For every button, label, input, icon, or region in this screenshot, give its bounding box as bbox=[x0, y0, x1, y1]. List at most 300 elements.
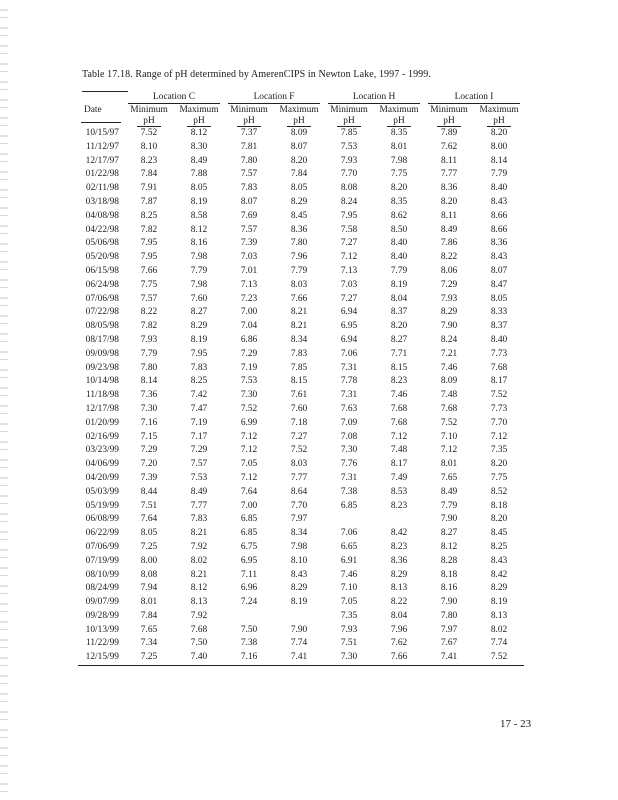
min-max-header-row bbox=[78, 104, 524, 116]
min-ph-cell: 7.83 bbox=[240, 183, 258, 194]
min-ph-cell: 7.81 bbox=[240, 141, 258, 152]
date-cell: 06/24/98 bbox=[85, 279, 119, 290]
date-cell: 10/13/99 bbox=[85, 624, 119, 635]
max-ph-cell: 7.47 bbox=[190, 403, 208, 414]
min-ph-cell: 7.76 bbox=[340, 459, 358, 470]
max-ph-cell: 7.29 bbox=[190, 445, 208, 456]
min-ph-cell: 7.65 bbox=[140, 624, 158, 635]
min-ph-cell: 7.20 bbox=[140, 459, 158, 470]
max-ph-cell: 8.45 bbox=[290, 210, 308, 221]
max-ph-cell: 7.62 bbox=[390, 638, 408, 649]
table-row bbox=[78, 362, 524, 376]
max-ph-cell: 7.17 bbox=[190, 431, 208, 442]
date-cell: 04/20/99 bbox=[85, 472, 119, 483]
max-ph-cell: 7.74 bbox=[290, 638, 308, 649]
date-cell: 12/17/97 bbox=[85, 155, 119, 166]
max-ph-cell: 8.19 bbox=[390, 279, 408, 290]
min-ph-cell: 7.89 bbox=[440, 128, 458, 138]
max-ph-cell: 8.19 bbox=[490, 597, 508, 608]
max-ph-cell: 8.52 bbox=[490, 486, 508, 497]
min-ph-cell: 7.03 bbox=[340, 279, 358, 290]
max-ph-cell: 8.12 bbox=[190, 583, 208, 594]
min-ph-cell: 8.08 bbox=[140, 569, 158, 580]
date-cell: 08/05/98 bbox=[85, 321, 119, 332]
min-ph-cell: 7.79 bbox=[440, 500, 458, 511]
min-ph-cell: 8.10 bbox=[140, 141, 158, 152]
min-header: Minimum bbox=[330, 105, 368, 115]
table-row bbox=[78, 651, 524, 665]
max-ph-cell: 8.03 bbox=[290, 459, 308, 470]
min-header: Minimum bbox=[430, 105, 468, 115]
min-ph-cell: 8.36 bbox=[440, 183, 458, 194]
max-ph-cell: 7.96 bbox=[290, 252, 308, 263]
max-ph-cell: 7.70 bbox=[490, 417, 508, 428]
table-row bbox=[78, 279, 524, 293]
max-ph-cell: 8.21 bbox=[290, 307, 308, 318]
min-ph-cell: 7.97 bbox=[440, 624, 458, 635]
table-row bbox=[78, 155, 524, 169]
min-ph-cell: 7.30 bbox=[340, 445, 358, 456]
min-ph-cell: 7.11 bbox=[240, 569, 258, 580]
max-ph-cell: 8.53 bbox=[390, 486, 408, 497]
min-ph-cell: 7.21 bbox=[440, 348, 458, 359]
max-ph-cell: 8.64 bbox=[290, 486, 308, 497]
max-ph-cell: 8.22 bbox=[390, 597, 408, 608]
table-row bbox=[78, 582, 524, 596]
min-ph-cell: 6.95 bbox=[340, 321, 358, 332]
min-ph-cell: 7.75 bbox=[140, 279, 158, 290]
date-cell: 09/23/98 bbox=[85, 362, 119, 373]
max-ph-cell: 7.79 bbox=[290, 265, 308, 276]
min-ph-cell: 7.41 bbox=[424, 651, 474, 665]
date-cell: 10/14/98 bbox=[85, 376, 119, 387]
min-ph-cell: 7.29 bbox=[440, 279, 458, 290]
date-cell: 05/06/98 bbox=[85, 238, 119, 249]
unit-header: pH bbox=[324, 116, 374, 127]
min-ph-cell: 7.00 bbox=[240, 500, 258, 511]
max-ph-cell: 7.98 bbox=[290, 541, 308, 552]
min-ph-cell: 6.85 bbox=[240, 514, 258, 525]
min-ph-cell: 7.37 bbox=[240, 128, 258, 138]
max-ph-cell: 8.12 bbox=[190, 224, 208, 235]
min-ph-cell: 8.25 bbox=[140, 210, 158, 221]
table-row bbox=[78, 541, 524, 555]
min-ph-cell: 7.46 bbox=[340, 569, 358, 580]
min-ph-cell: 8.05 bbox=[140, 528, 158, 539]
min-ph-cell: 7.29 bbox=[140, 445, 158, 456]
min-ph-cell: 6.85 bbox=[240, 528, 258, 539]
min-ph-cell: 8.22 bbox=[440, 252, 458, 263]
max-ph-cell: 8.37 bbox=[390, 307, 408, 318]
max-ph-cell: 8.43 bbox=[490, 196, 508, 207]
min-ph-cell: 7.29 bbox=[240, 348, 258, 359]
table-body bbox=[78, 127, 524, 666]
min-ph-cell: 7.39 bbox=[240, 238, 258, 249]
max-ph-cell: 7.85 bbox=[290, 362, 308, 373]
min-ph-cell: 8.11 bbox=[441, 210, 458, 221]
table-row bbox=[78, 265, 524, 279]
min-ph-cell: 6.75 bbox=[240, 541, 258, 552]
max-ph-cell: 7.12 bbox=[390, 431, 408, 442]
max-ph-cell: 7.98 bbox=[390, 155, 408, 166]
unit-header: pH bbox=[224, 116, 274, 127]
max-ph-cell: 7.79 bbox=[190, 265, 208, 276]
max-ph-cell: 7.83 bbox=[190, 362, 208, 373]
max-ph-cell: 8.37 bbox=[490, 321, 508, 332]
min-ph-cell: 7.51 bbox=[340, 638, 358, 649]
date-cell: 06/08/99 bbox=[85, 514, 119, 525]
date-cell: 05/03/99 bbox=[85, 486, 119, 497]
max-ph-cell: 8.34 bbox=[290, 334, 308, 345]
min-ph-cell: 7.64 bbox=[140, 514, 158, 525]
min-ph-cell: 7.52 bbox=[240, 403, 258, 414]
date-cell: 08/24/99 bbox=[85, 583, 119, 594]
max-ph-cell: 7.12 bbox=[490, 431, 508, 442]
max-ph-cell bbox=[374, 513, 424, 527]
min-ph-cell: 7.62 bbox=[440, 141, 458, 152]
date-cell: 03/23/99 bbox=[85, 445, 119, 456]
min-ph-cell: 7.57 bbox=[240, 224, 258, 235]
table-row bbox=[78, 500, 524, 514]
min-ph-cell: 7.34 bbox=[140, 638, 158, 649]
max-ph-cell: 7.57 bbox=[190, 459, 208, 470]
min-ph-cell: 8.08 bbox=[340, 183, 358, 194]
table-row bbox=[78, 224, 524, 238]
min-ph-cell: 7.48 bbox=[440, 390, 458, 401]
table-caption: Table 17.18. Range of pH determined by AmerenCIPS in Newton Lake, 1997 - 1999. bbox=[82, 69, 431, 80]
min-ph-cell: 7.36 bbox=[140, 390, 158, 401]
min-ph-cell: 7.90 bbox=[440, 597, 458, 608]
min-ph-cell: 7.80 bbox=[140, 362, 158, 373]
min-ph-cell: 8.49 bbox=[440, 486, 458, 497]
min-ph-cell: 7.63 bbox=[340, 403, 358, 414]
date-cell: 12/17/98 bbox=[85, 403, 119, 414]
min-ph-cell: 8.20 bbox=[440, 196, 458, 207]
table-row bbox=[78, 458, 524, 472]
min-ph-cell: 7.06 bbox=[340, 528, 358, 539]
max-ph-cell: 8.50 bbox=[390, 224, 408, 235]
min-ph-cell: 7.16 bbox=[140, 417, 158, 428]
min-ph-cell: 7.31 bbox=[340, 362, 358, 373]
min-ph-cell: 7.93 bbox=[440, 293, 458, 304]
min-ph-cell: 6.91 bbox=[340, 555, 358, 566]
max-ph-cell: 8.27 bbox=[390, 334, 408, 345]
max-ph-cell: 8.13 bbox=[390, 583, 408, 594]
max-ph-cell: 7.48 bbox=[390, 445, 408, 456]
max-ph-cell: 7.92 bbox=[190, 610, 208, 621]
min-ph-cell: 7.12 bbox=[440, 445, 458, 456]
min-ph-cell: 6.95 bbox=[240, 555, 258, 566]
max-ph-cell: 7.49 bbox=[390, 472, 408, 483]
max-ph-cell: 8.36 bbox=[390, 555, 408, 566]
table-row bbox=[78, 334, 524, 348]
min-ph-cell: 8.01 bbox=[140, 597, 158, 608]
max-ph-cell: 8.43 bbox=[490, 555, 508, 566]
min-ph-cell: 7.91 bbox=[140, 183, 158, 194]
max-ph-cell: 7.70 bbox=[290, 500, 308, 511]
date-cell: 08/10/99 bbox=[85, 569, 119, 580]
min-ph-cell: 7.53 bbox=[340, 141, 358, 152]
date-cell: 08/17/98 bbox=[85, 334, 119, 345]
date-cell: 01/20/99 bbox=[85, 417, 119, 428]
max-header: Maximum bbox=[179, 105, 219, 115]
min-ph-cell: 7.04 bbox=[240, 321, 258, 332]
max-ph-cell: 8.21 bbox=[290, 321, 308, 332]
max-ph-cell: 8.36 bbox=[290, 224, 308, 235]
location-i-header: Location I bbox=[424, 90, 524, 104]
max-ph-cell: 8.42 bbox=[490, 569, 508, 580]
min-ph-cell: 7.46 bbox=[440, 362, 458, 373]
unit-header: pH bbox=[474, 116, 524, 127]
max-ph-cell: 8.20 bbox=[490, 459, 508, 470]
date-unit-rule bbox=[78, 116, 124, 127]
min-ph-cell: 7.12 bbox=[240, 445, 258, 456]
max-ph-cell: 8.15 bbox=[290, 376, 308, 387]
max-header: Maximum bbox=[279, 105, 319, 115]
min-header: Minimum bbox=[230, 105, 268, 115]
table-row bbox=[78, 403, 524, 417]
max-ph-cell: 8.13 bbox=[190, 597, 208, 608]
max-ph-cell: 8.21 bbox=[190, 528, 208, 539]
min-ph-cell: 7.25 bbox=[140, 541, 158, 552]
min-ph-cell: 8.14 bbox=[140, 376, 158, 387]
min-ph-cell: 8.22 bbox=[140, 307, 158, 318]
max-ph-cell: 7.71 bbox=[390, 348, 408, 359]
max-ph-cell: 8.66 bbox=[490, 224, 508, 235]
min-ph-cell: 6.94 bbox=[340, 334, 358, 345]
min-ph-cell: 7.67 bbox=[440, 638, 458, 649]
min-ph-cell: 7.82 bbox=[140, 321, 158, 332]
min-ph-cell: 7.16 bbox=[224, 651, 274, 665]
date-cell: 07/06/99 bbox=[85, 541, 119, 552]
max-ph-cell: 7.66 bbox=[374, 651, 424, 665]
max-ph-cell: 8.17 bbox=[390, 459, 408, 470]
max-ph-cell: 8.66 bbox=[490, 210, 508, 221]
date-cell: 07/19/99 bbox=[85, 555, 119, 566]
min-ph-cell: 7.19 bbox=[240, 362, 258, 373]
max-ph-cell: 7.50 bbox=[190, 638, 208, 649]
max-ph-cell: 7.83 bbox=[190, 514, 208, 525]
min-ph-cell: 7.64 bbox=[240, 486, 258, 497]
max-ph-cell: 8.35 bbox=[390, 128, 408, 138]
max-ph-cell: 7.68 bbox=[190, 624, 208, 635]
min-ph-cell: 8.29 bbox=[440, 307, 458, 318]
max-ph-cell: 8.03 bbox=[290, 279, 308, 290]
min-ph-cell: 7.08 bbox=[340, 431, 358, 442]
max-ph-cell: 7.52 bbox=[474, 651, 524, 665]
max-ph-cell: 7.88 bbox=[190, 169, 208, 180]
max-ph-cell: 8.16 bbox=[190, 238, 208, 249]
max-ph-cell: 7.77 bbox=[290, 472, 308, 483]
min-ph-cell: 7.57 bbox=[240, 169, 258, 180]
date-cell: 03/18/98 bbox=[85, 196, 119, 207]
min-ph-cell: 7.79 bbox=[140, 348, 158, 359]
max-header: Maximum bbox=[479, 105, 519, 115]
max-ph-cell: 8.47 bbox=[490, 279, 508, 290]
table-row bbox=[78, 555, 524, 569]
max-ph-cell: 8.29 bbox=[390, 569, 408, 580]
max-ph-cell: 7.35 bbox=[490, 445, 508, 456]
table-row bbox=[78, 251, 524, 265]
max-ph-cell: 8.43 bbox=[290, 569, 308, 580]
min-ph-cell: 7.93 bbox=[340, 624, 358, 635]
max-ph-cell: 7.98 bbox=[190, 252, 208, 263]
max-ph-cell: 7.61 bbox=[290, 390, 308, 401]
date-cell: 11/18/98 bbox=[86, 390, 119, 401]
max-header: Maximum bbox=[379, 105, 419, 115]
min-header: Minimum bbox=[130, 105, 168, 115]
min-ph-cell: 7.35 bbox=[340, 610, 358, 621]
min-ph-cell: 8.18 bbox=[440, 569, 458, 580]
max-ph-cell: 8.33 bbox=[490, 307, 508, 318]
min-ph-cell: 7.58 bbox=[340, 224, 358, 235]
table-row bbox=[78, 472, 524, 486]
max-ph-cell: 8.34 bbox=[290, 528, 308, 539]
table-row bbox=[78, 210, 524, 224]
scan-binding-edge bbox=[0, 0, 8, 800]
max-ph-cell: 7.98 bbox=[190, 279, 208, 290]
min-ph-cell: 8.16 bbox=[440, 583, 458, 594]
min-ph-cell: 7.13 bbox=[340, 265, 358, 276]
min-ph-cell: 7.23 bbox=[240, 293, 258, 304]
min-ph-cell: 7.52 bbox=[440, 417, 458, 428]
table-row bbox=[78, 389, 524, 403]
min-ph-cell: 7.30 bbox=[240, 390, 258, 401]
max-ph-cell: 8.20 bbox=[390, 321, 408, 332]
min-ph-cell: 8.11 bbox=[441, 155, 458, 166]
min-ph-cell: 6.86 bbox=[240, 334, 258, 345]
table-row bbox=[78, 168, 524, 182]
date-cell: 02/16/99 bbox=[85, 431, 119, 442]
table-row bbox=[78, 293, 524, 307]
max-ph-cell: 8.05 bbox=[490, 293, 508, 304]
max-ph-cell: 8.05 bbox=[290, 183, 308, 194]
max-ph-cell: 8.19 bbox=[190, 196, 208, 207]
min-ph-cell: 7.80 bbox=[440, 610, 458, 621]
max-ph-cell: 7.19 bbox=[190, 417, 208, 428]
max-ph-cell: 8.29 bbox=[290, 196, 308, 207]
date-cell: 09/07/99 bbox=[85, 597, 119, 608]
date-cell: 07/22/98 bbox=[85, 307, 119, 318]
max-ph-cell: 7.79 bbox=[390, 265, 408, 276]
min-ph-cell: 7.52 bbox=[140, 128, 158, 138]
min-ph-cell: 7.87 bbox=[140, 196, 158, 207]
max-ph-cell: 8.23 bbox=[390, 541, 408, 552]
min-ph-cell: 8.27 bbox=[440, 528, 458, 539]
min-ph-cell: 7.30 bbox=[324, 651, 374, 665]
date-cell: 06/22/99 bbox=[85, 528, 119, 539]
min-ph-cell: 7.93 bbox=[140, 334, 158, 345]
location-header-row bbox=[78, 90, 524, 104]
min-ph-cell: 8.06 bbox=[440, 265, 458, 276]
max-ph-cell: 8.04 bbox=[390, 293, 408, 304]
min-ph-cell: 6.96 bbox=[240, 583, 258, 594]
min-ph-cell: 7.27 bbox=[340, 238, 358, 249]
min-ph-cell: 7.30 bbox=[140, 403, 158, 414]
max-ph-cell: 7.46 bbox=[390, 390, 408, 401]
max-ph-cell: 7.97 bbox=[290, 514, 308, 525]
table-row bbox=[78, 569, 524, 583]
max-ph-cell: 8.20 bbox=[490, 514, 508, 525]
date-cell: 06/15/98 bbox=[85, 265, 119, 276]
min-ph-cell bbox=[324, 513, 374, 527]
max-ph-cell: 7.53 bbox=[190, 472, 208, 483]
max-ph-cell: 8.62 bbox=[390, 210, 408, 221]
max-ph-cell: 8.49 bbox=[190, 155, 208, 166]
table-row bbox=[78, 127, 524, 141]
max-ph-cell: 8.20 bbox=[390, 183, 408, 194]
max-ph-cell: 7.75 bbox=[490, 472, 508, 483]
min-ph-cell: 7.01 bbox=[240, 265, 258, 276]
min-ph-cell: 7.31 bbox=[340, 472, 358, 483]
min-ph-cell: 8.23 bbox=[140, 155, 158, 166]
max-ph-cell: 8.07 bbox=[290, 141, 308, 152]
max-ph-cell: 8.13 bbox=[490, 610, 508, 621]
table-row bbox=[78, 237, 524, 251]
min-ph-cell: 7.03 bbox=[240, 252, 258, 263]
ph-range-table bbox=[78, 90, 524, 666]
max-ph-cell: 8.17 bbox=[490, 376, 508, 387]
max-ph-cell: 8.20 bbox=[290, 155, 308, 166]
max-ph-cell: 8.40 bbox=[390, 238, 408, 249]
min-ph-cell: 7.15 bbox=[140, 431, 158, 442]
table-row bbox=[78, 596, 524, 610]
min-ph-cell: 7.50 bbox=[240, 624, 258, 635]
min-ph-cell bbox=[224, 610, 274, 624]
min-ph-cell: 8.28 bbox=[440, 555, 458, 566]
max-ph-cell: 8.09 bbox=[290, 128, 308, 138]
max-ph-cell: 7.60 bbox=[290, 403, 308, 414]
min-ph-cell: 7.90 bbox=[440, 514, 458, 525]
table-row bbox=[78, 182, 524, 196]
max-ph-cell: 7.27 bbox=[290, 431, 308, 442]
location-c-header: Location C bbox=[124, 90, 224, 104]
max-ph-cell: 7.68 bbox=[490, 362, 508, 373]
min-ph-cell: 7.09 bbox=[340, 417, 358, 428]
min-ph-cell: 7.00 bbox=[240, 307, 258, 318]
min-ph-cell: 7.84 bbox=[140, 169, 158, 180]
table-row bbox=[78, 348, 524, 362]
max-ph-cell: 8.15 bbox=[390, 362, 408, 373]
min-ph-cell: 7.06 bbox=[340, 348, 358, 359]
max-ph-cell: 8.25 bbox=[190, 376, 208, 387]
max-ph-cell: 8.07 bbox=[490, 265, 508, 276]
max-ph-cell: 8.58 bbox=[190, 210, 208, 221]
max-ph-cell: 7.73 bbox=[490, 348, 508, 359]
date-cell: 10/15/97 bbox=[85, 128, 119, 138]
date-cell: 04/06/99 bbox=[85, 459, 119, 470]
min-ph-cell: 7.86 bbox=[440, 238, 458, 249]
max-ph-cell: 7.68 bbox=[390, 403, 408, 414]
date-cell: 04/08/98 bbox=[85, 210, 119, 221]
min-ph-cell: 8.07 bbox=[240, 196, 258, 207]
min-ph-cell: 7.13 bbox=[240, 279, 258, 290]
date-cell: 04/22/98 bbox=[85, 224, 119, 235]
min-ph-cell: 7.85 bbox=[340, 128, 358, 138]
min-ph-cell: 7.10 bbox=[440, 431, 458, 442]
max-ph-cell: 7.74 bbox=[490, 638, 508, 649]
min-ph-cell: 7.38 bbox=[340, 486, 358, 497]
min-ph-cell: 8.12 bbox=[440, 541, 458, 552]
max-ph-cell: 8.29 bbox=[190, 321, 208, 332]
min-ph-cell: 7.25 bbox=[124, 651, 174, 665]
max-ph-cell: 8.25 bbox=[490, 541, 508, 552]
table-row bbox=[78, 431, 524, 445]
max-ph-cell: 8.29 bbox=[290, 583, 308, 594]
min-ph-cell: 6.94 bbox=[340, 307, 358, 318]
date-cell: 12/15/99 bbox=[78, 651, 124, 665]
min-ph-cell: 7.39 bbox=[140, 472, 158, 483]
